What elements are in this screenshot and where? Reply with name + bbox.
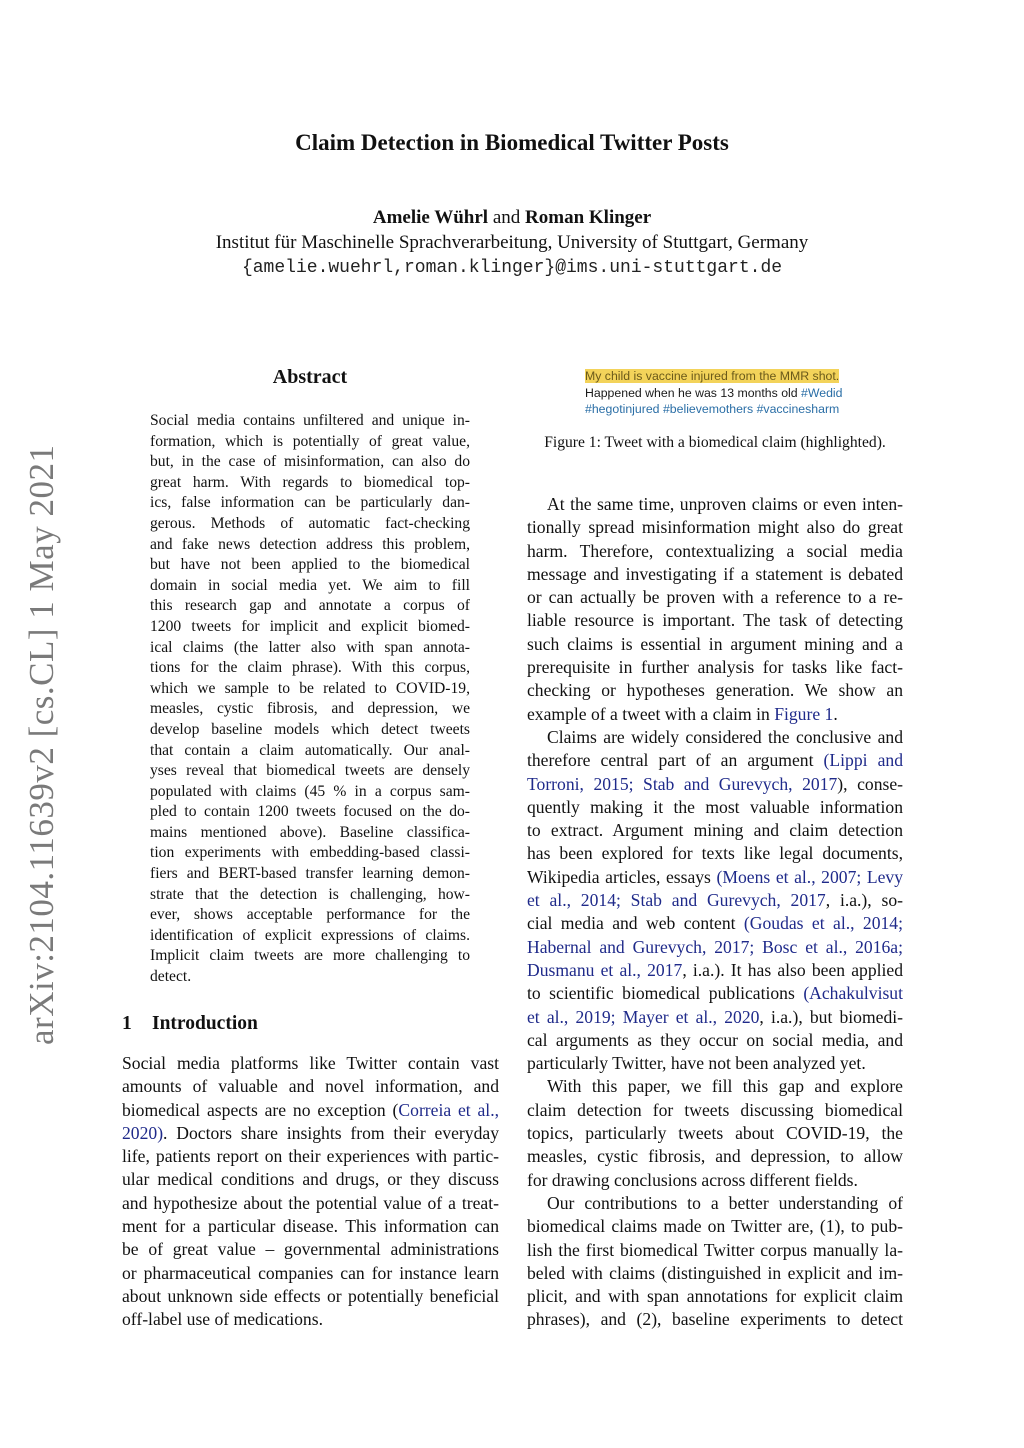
text-line: life, patients report on their experiences with partic- (122, 1146, 499, 1167)
text-line: for drawing conclusions across different fields. (527, 1169, 858, 1190)
text-line: Social media platforms like Twitter contain vast (122, 1053, 499, 1073)
text-line: measles, cystic fibrosis, and depression, we (150, 700, 470, 718)
text-line: such claims is essential in argument mining and a (527, 633, 903, 654)
text-line: plicit, and with span annotations for explicit claim (527, 1286, 903, 1307)
paper-title: Claim Detection in Biomedical Twitter Posts (295, 130, 729, 155)
text-line: strate that the detection is challenging, how- (150, 885, 470, 903)
section-title: Introduction (152, 1013, 258, 1034)
text-line: but have not been applied to the biomedical (150, 556, 470, 574)
citation-link[interactable]: Torroni, 2015; Stab and Gurevych, 2017 (527, 773, 838, 794)
tweet-line-1 (585, 368, 885, 385)
text-line: to scientific biomedical publications (Achakulvisut (527, 983, 903, 1004)
text-line: be of great value – governmental administrations (122, 1239, 499, 1260)
text-line: gerous. Methods of automatic fact-checking (150, 514, 470, 532)
text-line: and hypothesize about the potential value of a treat- (122, 1192, 499, 1213)
text-line: ics, false information can be particularly dan- (150, 494, 470, 512)
citation-link[interactable]: et al., 2014; Stab and Gurevych, 2017 (527, 890, 826, 911)
text-line: tions for the claim phrase). With this corpus, (150, 659, 470, 677)
abstract-heading: Abstract (272, 366, 348, 388)
text-line: or can actually be proven with a reference to a re- (527, 587, 903, 608)
text-line: off-label use of medications. (122, 1309, 323, 1330)
tweet-line-2: Happened when he was 13 months old #Wedid (585, 385, 843, 400)
text-line: tion experiments with embedding-based classi- (150, 844, 470, 862)
text-line: biomedical aspects are no exception (Correia et al., (122, 1099, 499, 1120)
text-line: measles, cystic fibrosis, and depression, to allow (527, 1146, 903, 1167)
text-line: Implicit claim tweets are more challenging to (150, 947, 470, 965)
author-2: Roman Klinger (525, 207, 652, 228)
text-line: Claims are widely considered the conclusive and (547, 726, 903, 747)
text-line: amounts of valuable and novel information, and (122, 1076, 499, 1097)
text-line: Wikipedia articles, essays (Moens et al., 2007; Levy (527, 866, 903, 887)
citation-link[interactable]: Habernal and Gurevych, 2017; Bosc et al., 2016a; (527, 936, 903, 957)
text-line: With this paper, we fill this gap and explore (547, 1076, 903, 1097)
citation-link[interactable]: (Moens et al., 2007; Levy (716, 866, 903, 887)
text-line: quently making it the most valuable information (527, 796, 903, 817)
text-line (527, 936, 903, 959)
text-line: example of a tweet with a claim in Figure 1. (527, 703, 838, 724)
text-line: fiers and BERT-based transfer learning demon- (150, 865, 470, 883)
hashtag[interactable]: #Wedid (801, 385, 843, 400)
text-line: checking or hypotheses generation. We show an (527, 680, 903, 701)
text-line: prerequisite in further analysis for tasks like fact- (527, 657, 903, 678)
text-line: tionally spread misinformation might also do great (527, 517, 903, 538)
text-line: domain in social media yet. We aim to fill (150, 576, 470, 594)
author-1: Amelie Wührl (372, 207, 489, 228)
text-line: At the same time, unproven claims or even inten- (547, 494, 903, 514)
text-line: pled to contain 1200 tweets focused on the do- (150, 803, 470, 821)
text-line: message and investigating if a statement is debated (527, 563, 903, 584)
text-line: but, in the case of misinformation, can also do (150, 453, 470, 471)
text-line: particularly Twitter, have not been analyzed yet. (527, 1053, 866, 1074)
text-line: formation, which is potentially of great value, (150, 432, 470, 450)
text-line: et al., 2019; Mayer et al., 2020, i.a.), but biomedi- (527, 1006, 903, 1027)
text-line: develop baseline models which detect tweets (150, 720, 470, 738)
figure-1-caption: Figure 1: Tweet with a biomedical claim (highlighted). (544, 434, 886, 451)
text-line: yses reveal that biomedical tweets are densely (150, 762, 470, 780)
text-line: beled with claims (distinguished in explicit and im- (527, 1262, 903, 1283)
author-email[interactable]: {amelie.wuehrl,roman.klinger}@ims.uni-stuttgart.de (241, 258, 783, 278)
citation-link[interactable]: (Achakulvisut (803, 983, 903, 1004)
text-line: this research gap and annotate a corpus of (150, 597, 470, 615)
citation-link[interactable]: Figure 1 (774, 703, 834, 724)
citation-link[interactable]: et al., 2019; Mayer et al., 2020 (527, 1006, 760, 1027)
text-line: ular medical conditions and drugs, or they discuss (122, 1169, 499, 1190)
text-line: ical claims (the latter also with span annota- (150, 638, 470, 656)
text-line: about unknown side effects or potentially beneficial (122, 1285, 499, 1306)
text-line: which we sample to be related to COVID-19, (150, 679, 470, 697)
citation-link[interactable]: Dusmanu et al., 2017 (527, 959, 683, 980)
author-line (0, 207, 1024, 229)
text-line: great harm. With regards to biomedical top- (150, 473, 470, 491)
text-line: or pharmaceutical companies can for instance learn (122, 1262, 499, 1283)
text-line: harm. Therefore, contextualizing a social media (527, 540, 903, 561)
text-line: et al., 2014; Stab and Gurevych, 2017, i.a.), so- (527, 890, 903, 911)
tweet-hashtags[interactable]: #hegotinjured #believemothers #vaccinesharm (585, 402, 840, 416)
text-line: cial media and web content (Goudas et al., 2014; (527, 913, 903, 934)
text-line: mains mentioned above). Baseline classifica- (150, 823, 470, 841)
arxiv-identifier: arXiv:2104.11639v2 [cs.CL] 1 May 2021 (22, 444, 61, 1045)
text-line: 1200 tweets for implicit and explicit biomed- (150, 617, 470, 635)
abstract-body (150, 411, 470, 988)
text-line: liable resource is important. The task of detecting (527, 610, 903, 631)
text-line: phrases), and (2), baseline experiments to detect (527, 1309, 903, 1330)
text-line: and fake news detection address this problem, (150, 535, 470, 553)
text-line: claim detection for tweets discussing biomedical (527, 1099, 903, 1120)
text-line: Dusmanu et al., 2017, i.a.). It has also been applied (527, 959, 904, 980)
figure-1-tweet (585, 368, 885, 418)
text-line: Torroni, 2015; Stab and Gurevych, 2017), conse- (527, 773, 904, 794)
text-line: cal arguments as they occur on social media, and (527, 1029, 903, 1050)
text-line: has been explored for texts like legal documents, (527, 843, 903, 864)
text-line: lish the first biomedical Twitter corpus manually la- (527, 1239, 903, 1260)
citation-link[interactable]: (Goudas et al., 2014; (743, 913, 903, 934)
text-line: biomedical claims made on Twitter are, (1), to pub- (527, 1216, 903, 1237)
text-line: topics, particularly tweets about COVID-19, the (527, 1123, 903, 1144)
text-line: that contain a claim automatically. Our anal- (150, 741, 470, 759)
citation-link[interactable]: 2020) (122, 1122, 164, 1143)
section-heading-introduction (122, 1013, 258, 1035)
section-number: 1 (122, 1013, 132, 1034)
citation-link[interactable]: Correia et al., (398, 1099, 499, 1120)
text-line: ever, shows acceptable performance for the (150, 906, 470, 924)
affiliation: Institut für Maschinelle Sprachverarbeitung, University of Stuttgart, Germany (215, 232, 809, 253)
introduction-body (122, 1052, 499, 1332)
text-line: identification of explicit expressions of claims. (150, 926, 470, 944)
text-line: Our contributions to a better understanding of (547, 1192, 903, 1213)
text-line: to extract. Argument mining and claim detection (527, 820, 903, 841)
right-column-body (527, 493, 903, 1332)
text-line: Social media contains unfiltered and unique in- (150, 412, 470, 429)
text-line: therefore central part of an argument (Lippi and (527, 750, 903, 771)
text-line: populated with claims (45 % in a corpus sam- (150, 782, 470, 800)
citation-link[interactable]: (Lippi and (823, 750, 903, 771)
text-line: 2020). Doctors share insights from their everyday (122, 1122, 499, 1143)
author-conjunction: and (492, 207, 521, 228)
text-line: detect. (150, 968, 192, 986)
text-line: ment for a particular disease. This information can (122, 1216, 499, 1237)
claim-highlight: My child is vaccine injured from the MMR shot. (585, 369, 840, 383)
